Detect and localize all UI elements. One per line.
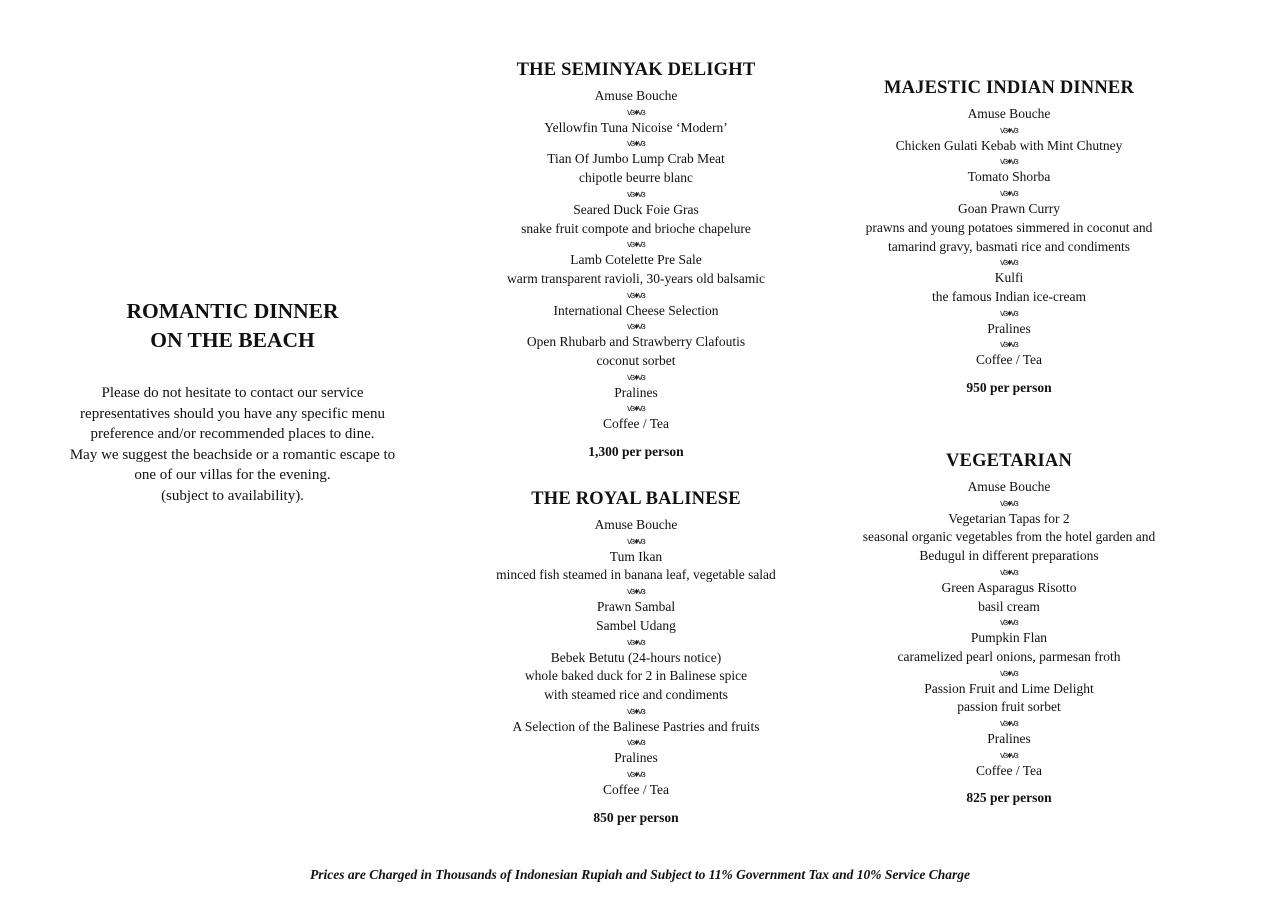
menu-majestic-indian <box>838 77 1180 397</box>
ornament-divider-icon: ꟃ♦ꟃ <box>627 289 645 300</box>
course-description: Sambel Udang <box>596 617 676 633</box>
menu-price: 950 per person <box>966 380 1052 396</box>
course-name: Coffee / Tea <box>602 416 670 432</box>
menu-royal-balinese <box>470 488 802 827</box>
menu-price: 825 per person <box>966 790 1052 806</box>
ornament-divider-icon: ꟃ♦ꟃ <box>1000 307 1018 318</box>
course-list <box>838 478 1180 780</box>
menu-price: 850 per person <box>593 809 679 825</box>
course-name: Open Rhubarb and Strawberry Clafoutis <box>526 334 746 350</box>
course-name: Goan Prawn Curry <box>958 201 1060 217</box>
course-description: tamarind gravy, basmati rice and condiments <box>887 238 1131 254</box>
course-name: Coffee / Tea <box>975 352 1043 368</box>
intro-line: May we suggest the beachside or a romantic escape to <box>69 446 396 463</box>
ornament-divider-icon: ꟃ♦ꟃ <box>627 371 645 382</box>
intro-paragraph <box>50 383 415 507</box>
course-name: Amuse Bouche <box>967 479 1051 494</box>
course-description: chipotle beurre blanc <box>579 170 693 186</box>
intro-line: (subject to availability). <box>161 487 304 504</box>
ornament-divider-icon: ꟃ♦ꟃ <box>1000 497 1018 508</box>
course-list <box>838 105 1180 370</box>
menu-price: 1,300 per person <box>588 444 684 460</box>
ornament-divider-icon: ꟃ♦ꟃ <box>627 403 645 414</box>
course-description: warm transparent ravioli, 30-years old balsamic <box>507 270 765 286</box>
ornament-divider-icon: ꟃ♦ꟃ <box>627 106 645 117</box>
course-name: Coffee / Tea <box>602 782 670 798</box>
menu-seminyak-delight <box>470 59 802 461</box>
course-name: Green Asparagus Risotto <box>941 579 1077 595</box>
ornament-divider-icon: ꟃ♦ꟃ <box>1000 566 1018 577</box>
ornament-divider-icon: ꟃ♦ꟃ <box>627 769 645 780</box>
course-name: Pumpkin Flan <box>970 630 1048 646</box>
price-footnote: Prices are Charged in Thousands of Indonesian Rupiah and Subject to 11% Government Tax and 10% Service Charge <box>310 867 970 882</box>
course-description: basil cream <box>978 598 1040 614</box>
course-name: Chicken Gulati Kebab with Mint Chutney <box>895 137 1123 153</box>
course-description: whole baked duck for 2 in Balinese spice <box>524 668 748 684</box>
ornament-divider-icon: ꟃ♦ꟃ <box>1000 339 1018 350</box>
ornament-divider-icon: ꟃ♦ꟃ <box>627 705 645 716</box>
intro-line: representatives should you have any specific menu <box>80 405 385 422</box>
intro-line: preference and/or recommended places to dine. <box>90 426 375 443</box>
course-name: Pralines <box>614 750 658 766</box>
menu-title: THE ROYAL BALINESE <box>531 489 741 509</box>
course-name: Pralines <box>614 384 658 400</box>
course-name: Yellowfin Tuna Nicoise ‘Modern’ <box>544 119 728 135</box>
course-name: Amuse Bouche <box>594 88 678 103</box>
course-name: Vegetarian Tapas for 2 <box>948 510 1070 526</box>
course-name: Passion Fruit and Lime Delight <box>924 680 1094 696</box>
course-name: Coffee / Tea <box>975 762 1043 778</box>
course-name: Amuse Bouche <box>967 106 1051 121</box>
ornament-divider-icon: ꟃ♦ꟃ <box>1000 156 1018 167</box>
course-name: Seared Duck Foie Gras <box>573 201 699 217</box>
course-list <box>470 87 802 434</box>
intro-line: Please do not hesitate to contact our service <box>101 385 364 401</box>
course-description: caramelized pearl onions, parmesan froth <box>897 648 1121 664</box>
course-name: Pralines <box>987 320 1031 336</box>
course-name: Tum Ikan <box>609 548 663 564</box>
menu-title: THE SEMINYAK DELIGHT <box>516 60 756 80</box>
course-description: passion fruit sorbet <box>957 699 1061 715</box>
course-description: Bedugul in different preparations <box>919 548 1099 564</box>
ornament-divider-icon: ꟃ♦ꟃ <box>1000 667 1018 678</box>
course-name: Amuse Bouche <box>594 517 678 532</box>
course-name: Prawn Sambal <box>596 599 676 615</box>
ornament-divider-icon: ꟃ♦ꟃ <box>1000 718 1018 729</box>
intro-line: one of our villas for the evening. <box>134 467 331 484</box>
course-description: snake fruit compote and brioche chapelure <box>521 220 751 236</box>
menu-vegetarian <box>838 450 1180 807</box>
ornament-divider-icon: ꟃ♦ꟃ <box>1000 749 1018 760</box>
ornament-divider-icon: ꟃ♦ꟃ <box>627 188 645 199</box>
course-description: the famous Indian ice-cream <box>931 288 1087 304</box>
course-list <box>470 516 802 800</box>
intro-panel <box>50 297 415 507</box>
course-name: Bebek Betutu (24-hours notice) <box>550 649 722 665</box>
ornament-divider-icon: ꟃ♦ꟃ <box>1000 617 1018 628</box>
ornament-divider-icon: ꟃ♦ꟃ <box>1000 257 1018 268</box>
ornament-divider-icon: ꟃ♦ꟃ <box>627 138 645 149</box>
ornament-divider-icon: ꟃ♦ꟃ <box>627 586 645 597</box>
course-description: coconut sorbet <box>596 353 676 369</box>
menu-title: VEGETARIAN <box>945 451 1073 471</box>
intro-title-line-1: ROMANTIC DINNER <box>126 299 339 323</box>
course-name: Kulfi <box>994 270 1024 286</box>
ornament-divider-icon: ꟃ♦ꟃ <box>627 737 645 748</box>
course-name: Tomato Shorba <box>967 169 1051 185</box>
course-description: minced fish steamed in banana leaf, vegetable salad <box>496 567 776 583</box>
ornament-divider-icon: ꟃ♦ꟃ <box>627 535 645 546</box>
intro-title-line-2: ON THE BEACH <box>150 328 315 352</box>
menu-title: MAJESTIC INDIAN DINNER <box>883 78 1135 98</box>
ornament-divider-icon: ꟃ♦ꟃ <box>627 636 645 647</box>
ornament-divider-icon: ꟃ♦ꟃ <box>627 239 645 250</box>
course-name: Lamb Cotelette Pre Sale <box>570 252 702 268</box>
ornament-divider-icon: ꟃ♦ꟃ <box>1000 124 1018 135</box>
course-name: Tian Of Jumbo Lump Crab Meat <box>547 151 725 167</box>
course-name: Pralines <box>987 731 1031 747</box>
course-description: with steamed rice and condiments <box>544 686 728 702</box>
course-description: seasonal organic vegetables from the hotel garden and <box>862 529 1156 545</box>
ornament-divider-icon: ꟃ♦ꟃ <box>627 321 645 332</box>
course-name: International Cheese Selection <box>553 302 719 318</box>
course-description: prawns and young potatoes simmered in coconut and <box>865 219 1153 235</box>
course-name: A Selection of the Balinese Pastries and fruits <box>512 718 760 734</box>
ornament-divider-icon: ꟃ♦ꟃ <box>1000 188 1018 199</box>
